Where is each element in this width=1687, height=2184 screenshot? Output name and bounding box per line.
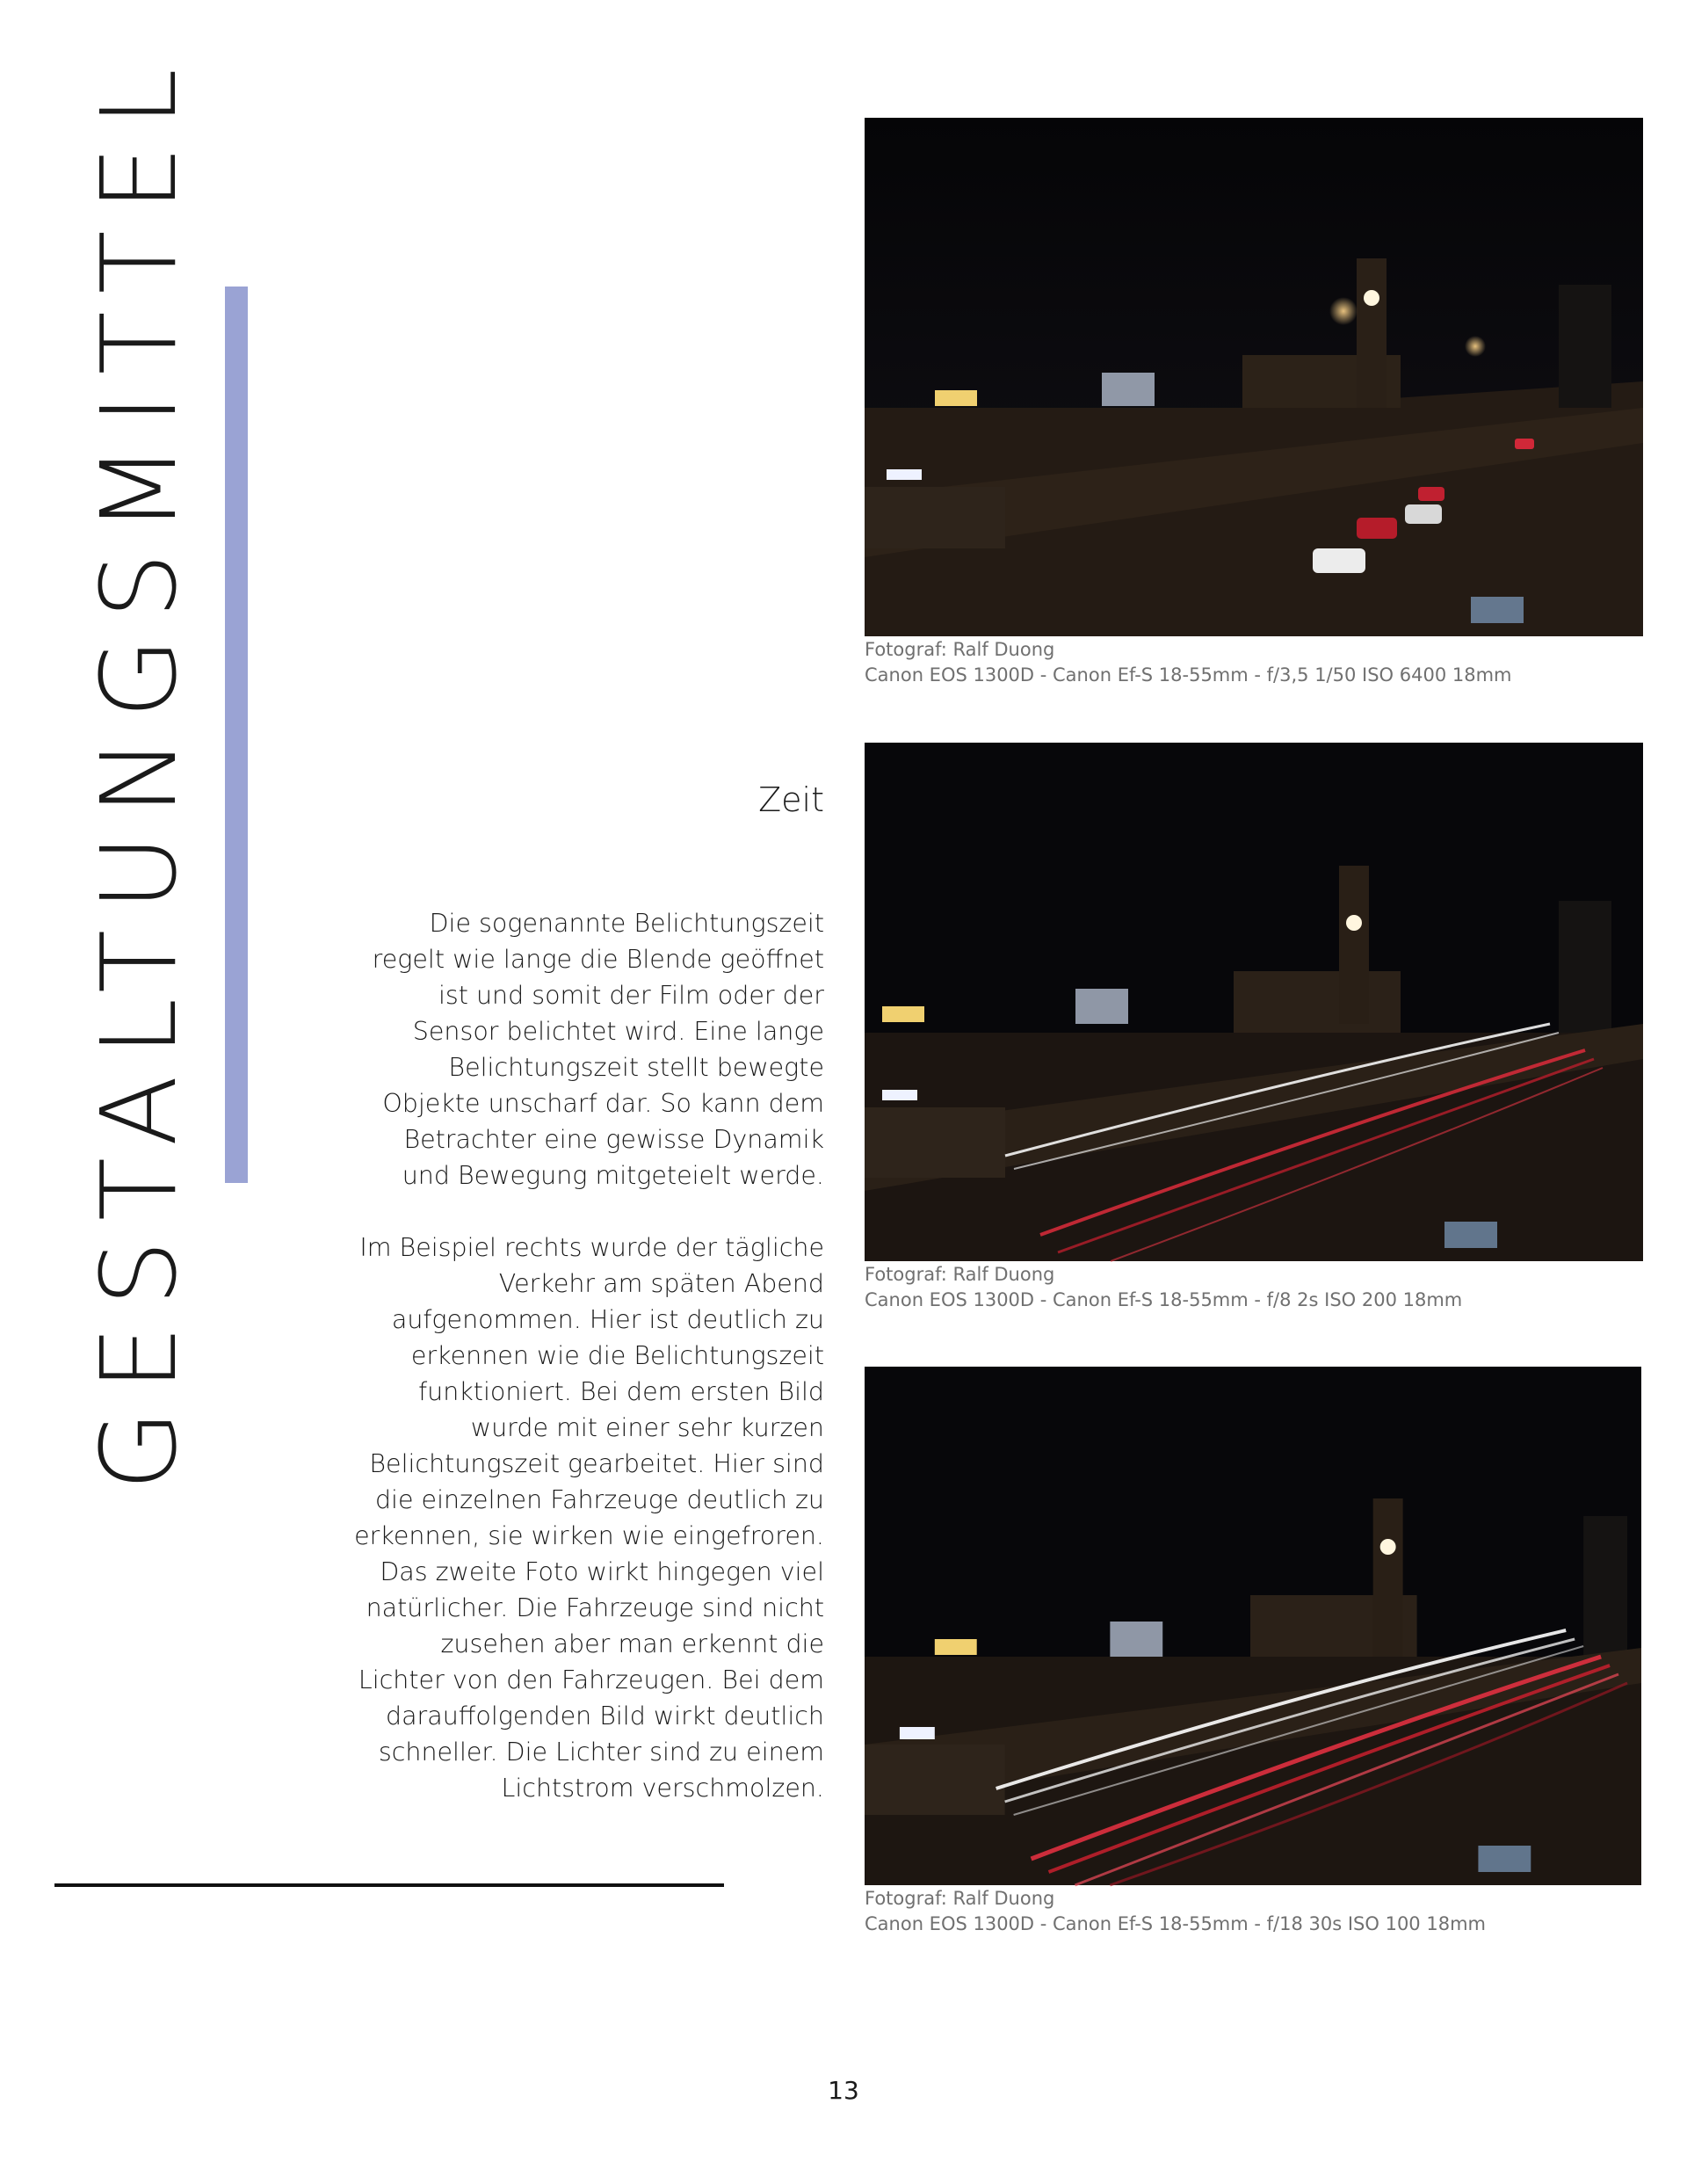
photo-2-caption <box>865 1262 1655 1313</box>
body-text <box>351 905 824 1806</box>
accent-bar <box>225 287 248 1183</box>
bottom-rule <box>54 1883 724 1887</box>
photo-1-settings: Canon EOS 1300D - Canon Ef-S 18-55mm - f/3,5 1/50 ISO 6400 18mm <box>865 664 1512 686</box>
body-paragraph-1: Die sogenannte Belichtungszeit regelt wie lange die Blende geöffnet ist und somit der Film oder der Sensor belichtet wird. Eine lange Belichtungszeit stellt bewegte Objekte unscharf dar. So kann dem Betrachter eine gewisse Dynamik und Bewegung mitgeteielt werde. <box>372 909 824 1190</box>
photo-3-caption <box>865 1886 1655 1937</box>
photo-3-photographer: Fotograf: Ralf Duong <box>865 1888 1055 1909</box>
page-number: 13 <box>828 2076 859 2105</box>
photo-2-photographer: Fotograf: Ralf Duong <box>865 1264 1055 1285</box>
night-traffic-photo-1 <box>865 118 1643 636</box>
vertical-title-text: GESTALTUNGSMITTEL <box>78 48 199 1491</box>
night-traffic-photo-3 <box>865 1367 1641 1885</box>
photo-1-caption <box>865 637 1655 688</box>
body-paragraph-2: Im Beispiel rechts wurde der tägliche Verkehr am späten Abend aufgenommen. Hier ist deutlich zu erkennen wie die Belichtungszeit funktioniert. Bei dem ersten Bild wurde mit einer sehr kurzen Belichtungszeit gearbeitet. Hier sind die einzelnen Fahrzeuge deutlich zu erkennen, sie wirken wie eingefroren. Das zweite Foto wirkt hingegen viel natürlicher. Die Fahrzeuge sind nicht zusehen aber man erkennt die Lichter von den Fahrzeugen. Bei dem darauffolgenden Bild wirkt deutlich schneller. Die Lichter sind zu einem Lichtstrom verschmolzen. <box>354 1233 824 1803</box>
photo-3-settings: Canon EOS 1300D - Canon Ef-S 18-55mm - f/18 30s ISO 100 18mm <box>865 1913 1486 1934</box>
night-traffic-photo-2 <box>865 743 1643 1261</box>
photo-2-settings: Canon EOS 1300D - Canon Ef-S 18-55mm - f/8 2s ISO 200 18mm <box>865 1289 1463 1310</box>
photo-1-photographer: Fotograf: Ralf Duong <box>865 639 1055 660</box>
section-heading: Zeit <box>758 780 824 819</box>
vertical-title <box>78 48 199 1491</box>
